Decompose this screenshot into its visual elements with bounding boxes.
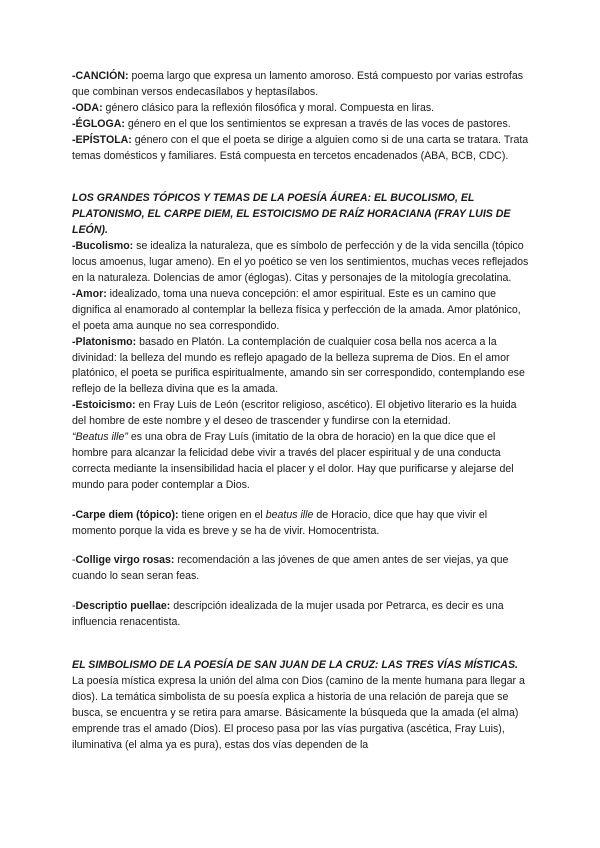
term-egloga: -ÉGLOGA: (72, 117, 125, 130)
term-oda: -ODA: (72, 101, 103, 114)
topic-carpe-diem (72, 508, 530, 540)
genre-oda (72, 101, 530, 117)
carpe-text-a: tiene origen en el (178, 508, 266, 521)
topic-platonismo (72, 335, 530, 399)
topics-section (72, 191, 530, 631)
descriptio-dash: - (72, 600, 76, 613)
carpe-text-b: de Horacio, dice que hay que vivir el momento porque la vida es breve y se ha de vivir. Homocentrista. (72, 508, 488, 537)
term-epistola: -EPÍSTOLA: (72, 133, 132, 146)
term-platonismo: -Platonismo: (72, 335, 137, 348)
genre-cancion-text: poema largo que expresa un lamento amoroso. Está compuesto por varias estrofas que combinan versos endecasílabos y heptasílabos. (72, 70, 524, 98)
genre-epistola-text: género con el que el poeta se dirige a alguien como si de una carta se tratara. Trata temas domésticos y familiares. Está compuesta en tercetos encadenados (ABA, BCB, CDC). (72, 133, 529, 162)
topic-bucolismo-text: se idealiza la naturaleza, que es símbolo de perfección y de la vida sencilla (tópico locus amoenus, lugar ameno). En el yo poético se ven los sentimientos, muchas veces reflejados en la naturaleza. Dolencias de amor (églogas). Citas y personajes de la mitología grecolatina. (72, 240, 529, 284)
term-estoicismo: -Estoicismo: (72, 399, 136, 412)
term-cancion: -CANCIÓN: (72, 70, 129, 82)
carpe-italic: beatus ille (265, 508, 314, 521)
section-title-symbolism: EL SIMBOLISMO DE LA POESÍA DE SAN JUAN DE LA CRUZ: LAS TRES VÍAS MÍSTICAS. (72, 659, 518, 672)
genre-egloga-text: género en el que los sentimientos se expresan a través de las voces de pastores. (124, 117, 511, 130)
term-descriptio-puellae: Descriptio puellae: (75, 600, 171, 613)
genre-oda-text: género clásico para la reflexión filosófica y moral. Compuesta en liras. (102, 101, 435, 114)
symbolism-body: La poesía mística expresa la unión del alma con Dios (camino de la mente humana para llegar a dios). La temática simbolista de su poesía explica a historia de una relación de pareja que se busca, se encuentra y se retira para amarse. Básicamente la búsqueda que la amada (el alma) emprende tras el amado (Dios). El proceso pasa por las vías purgativa (ascética, Fray Luis), iluminativa (el alma ya es pura), estas dos vías dependen de la (72, 675, 525, 751)
topic-estoicismo-text: en Fray Luis de León (escritor religioso, ascético). El objetivo literario es la huida del hombre de este nombre y el deseo de trascender y fundirse con la eternidad. (72, 399, 517, 428)
symbolism-section (72, 658, 530, 753)
topic-amor (72, 287, 530, 335)
term-collige-virgo: Collige virgo rosas: (75, 554, 175, 567)
topic-descriptio-puellae (72, 599, 530, 631)
topic-estoicismo (72, 398, 530, 493)
genre-egloga (72, 117, 530, 133)
section-title-topics: LOS GRANDES TÓPICOS Y TEMAS DE LA POESÍA ÁUREA: EL BUCOLISMO, EL PLATONISMO, EL CARPE DIEM, EL ESTOICISMO DE RAÍZ HORACIANA (FRAY LUIS DE LEÓN). (72, 192, 511, 237)
collige-dash: - (72, 554, 76, 567)
topic-amor-text: idealizado, toma una nueva concepción: el amor espiritual. Este es un camino que dignifica al enamorado al contemplar la belleza física y perfección de la amada. Amor platónico, el poeta ama aunque no sea correspondido. (72, 287, 521, 332)
beatus-ille-quote: “Beatus ille” (72, 431, 128, 444)
descriptio-text: descripción idealizada de la mujer usada por Petrarca, es decir es una influencia renacentista. (72, 600, 504, 629)
collige-text: recomendación a las jóvenes de que amen antes de ser viejas, ya que cuando lo sean seran feas. (72, 554, 509, 583)
term-carpe-diem: -Carpe diem (tópico): (72, 508, 179, 521)
genres-section (72, 69, 530, 164)
topic-bucolismo (72, 239, 530, 287)
topic-estoicismo-rest: es una obra de Fray Luís (imitatio de la obra de horacio) en la que dice que el hombre para alcanzar la felicidad debe vivir a través del placer espiritual y de una conducta correcta mediante la insensibilidad hacia el placer y el dolor. Hay que purificarse y alejarse del mundo para poder contemplar a Dios. (72, 431, 514, 491)
genre-cancion (72, 69, 530, 101)
topic-collige-virgo (72, 553, 530, 585)
term-bucolismo: -Bucolismo: (72, 240, 134, 253)
topic-platonismo-text: basado en Platón. La contemplación de cualquier cosa bella nos acerca a la divinidad: la belleza del mundo es reflejo apagado de la belleza suprema de Dios. En el amor platónico, el poeta se purifica espiritualmente, amando sin ser correspondido, contemplando ese reflejo de la belleza divina que es la amada. (72, 335, 525, 396)
term-amor: -Amor: (72, 287, 107, 300)
genre-epistola (72, 133, 530, 165)
